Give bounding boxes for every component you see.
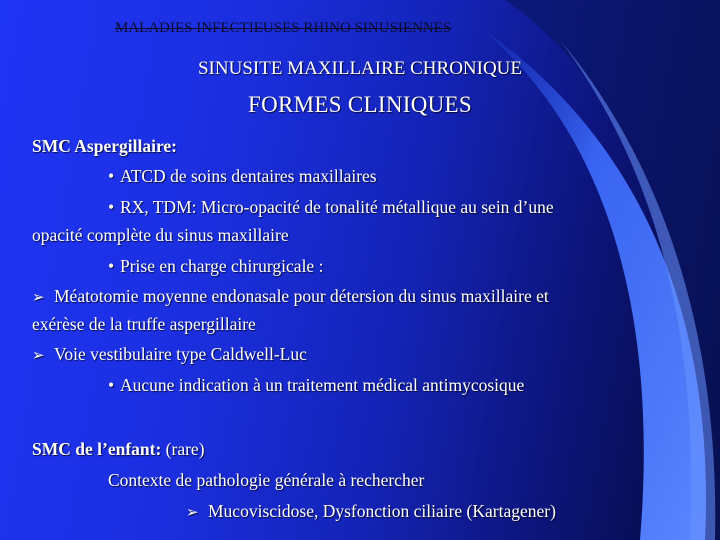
arrow-text: Voie vestibulaire type Caldwell-Luc (54, 344, 307, 364)
slide-title: FORMES CLINIQUES (248, 92, 472, 117)
section2-line: Contexte de pathologie générale à rechercher (108, 470, 425, 490)
bullet-text: RX, TDM: Micro-opacité de tonalité métallique au sein d’une (120, 197, 554, 217)
arrow-item (32, 286, 549, 307)
section1-heading: SMC Aspergillaire: (32, 136, 178, 156)
bullet-icon: • (108, 197, 115, 217)
bullet-icon: • (108, 375, 115, 395)
bullet-text: Prise en charge chirurgicale : (120, 256, 324, 276)
bullet-continuation: opacité complète du sinus maxillaire (32, 225, 289, 245)
arrow-continuation: exérèse de la truffe aspergillaire (32, 314, 256, 334)
arrow-bullet-icon: ➢ (32, 346, 45, 364)
bullet-item (108, 197, 554, 218)
arrow-text: Mucoviscidose, Dysfonction ciliaire (Kartagener) (208, 501, 556, 521)
bullet-icon: • (108, 256, 115, 276)
arrow-item (186, 501, 556, 522)
bullet-item (108, 166, 377, 187)
arrow-text: Méatotomie moyenne endonasale pour détersion du sinus maxillaire et (54, 286, 549, 306)
slide-subtitle: SINUSITE MAXILLAIRE CHRONIQUE (197, 58, 523, 79)
section2-heading: SMC de l’enfant: (32, 439, 162, 459)
bullet-icon: • (108, 166, 115, 186)
section2-heading-row (32, 439, 205, 460)
bullet-item (108, 375, 524, 396)
bullet-text: Aucune indication à un traitement médical antimycosique (120, 375, 525, 395)
arrow-item (32, 344, 307, 365)
header-title: MALADIES INFECTIEUSES RHINO SINUSIENNES (115, 20, 452, 36)
section2-note: (rare) (165, 439, 205, 459)
bullet-item (108, 256, 323, 277)
arrow-bullet-icon: ➢ (32, 288, 45, 306)
arrow-bullet-icon: ➢ (186, 503, 199, 521)
bullet-text: ATCD de soins dentaires maxillaires (120, 166, 377, 186)
